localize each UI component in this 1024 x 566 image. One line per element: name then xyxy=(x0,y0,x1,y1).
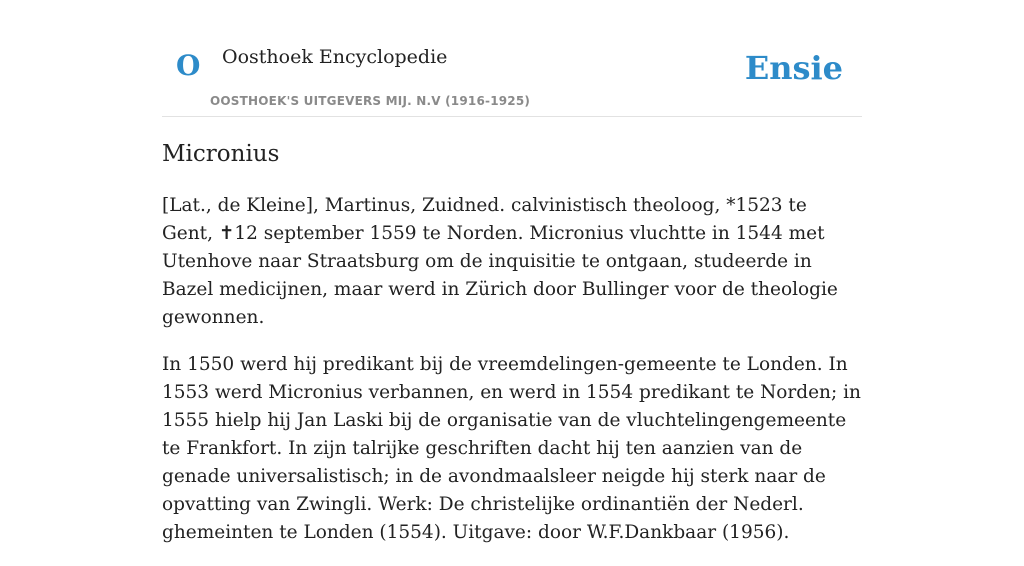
article-paragraph: In 1550 werd hij predikant bij de vreemdelingen-gemeente te Londen. In 1553 werd Micronius verbannen, en werd in 1554 predikant te Norden; in 1555 hielp hij Jan Laski bij de organisatie van de vluchtelingengemeente te Frankfort. In zijn talrijke geschriften dacht hij ten aanzien van de genade universalistisch; in de avondmaalsleer neigde hij sterk naar de opvatting van Zwingli. Werk: De christelijke ordinantiën der Nederl. ghemeinten te Londen (1554). Uitgave: door W.F.Dankbaar (1956). xyxy=(162,354,861,543)
article-title: Micronius xyxy=(162,141,280,167)
source-title[interactable]: Oosthoek Encyclopedie xyxy=(222,46,448,68)
source-logo[interactable]: O xyxy=(176,49,201,82)
source-publisher: OOSTHOEK'S UITGEVERS MIJ. N.V (1916-1925) xyxy=(210,94,531,108)
article-body xyxy=(162,192,862,566)
source-header xyxy=(162,0,862,117)
article-paragraph: [Lat., de Kleine], Martinus, Zuidned. calvinistisch theoloog, *1523 te Gent, ✝12 september 1559 te Norden. Micronius vluchtte in 1544 met Utenhove naar Straatsburg om de inquisitie te ontgaan, studeerde in Bazel medicijnen, maar werd in Zürich door Bullinger voor de theologie gewonnen. xyxy=(162,195,838,328)
brand-logo[interactable]: Ensie xyxy=(744,49,843,87)
